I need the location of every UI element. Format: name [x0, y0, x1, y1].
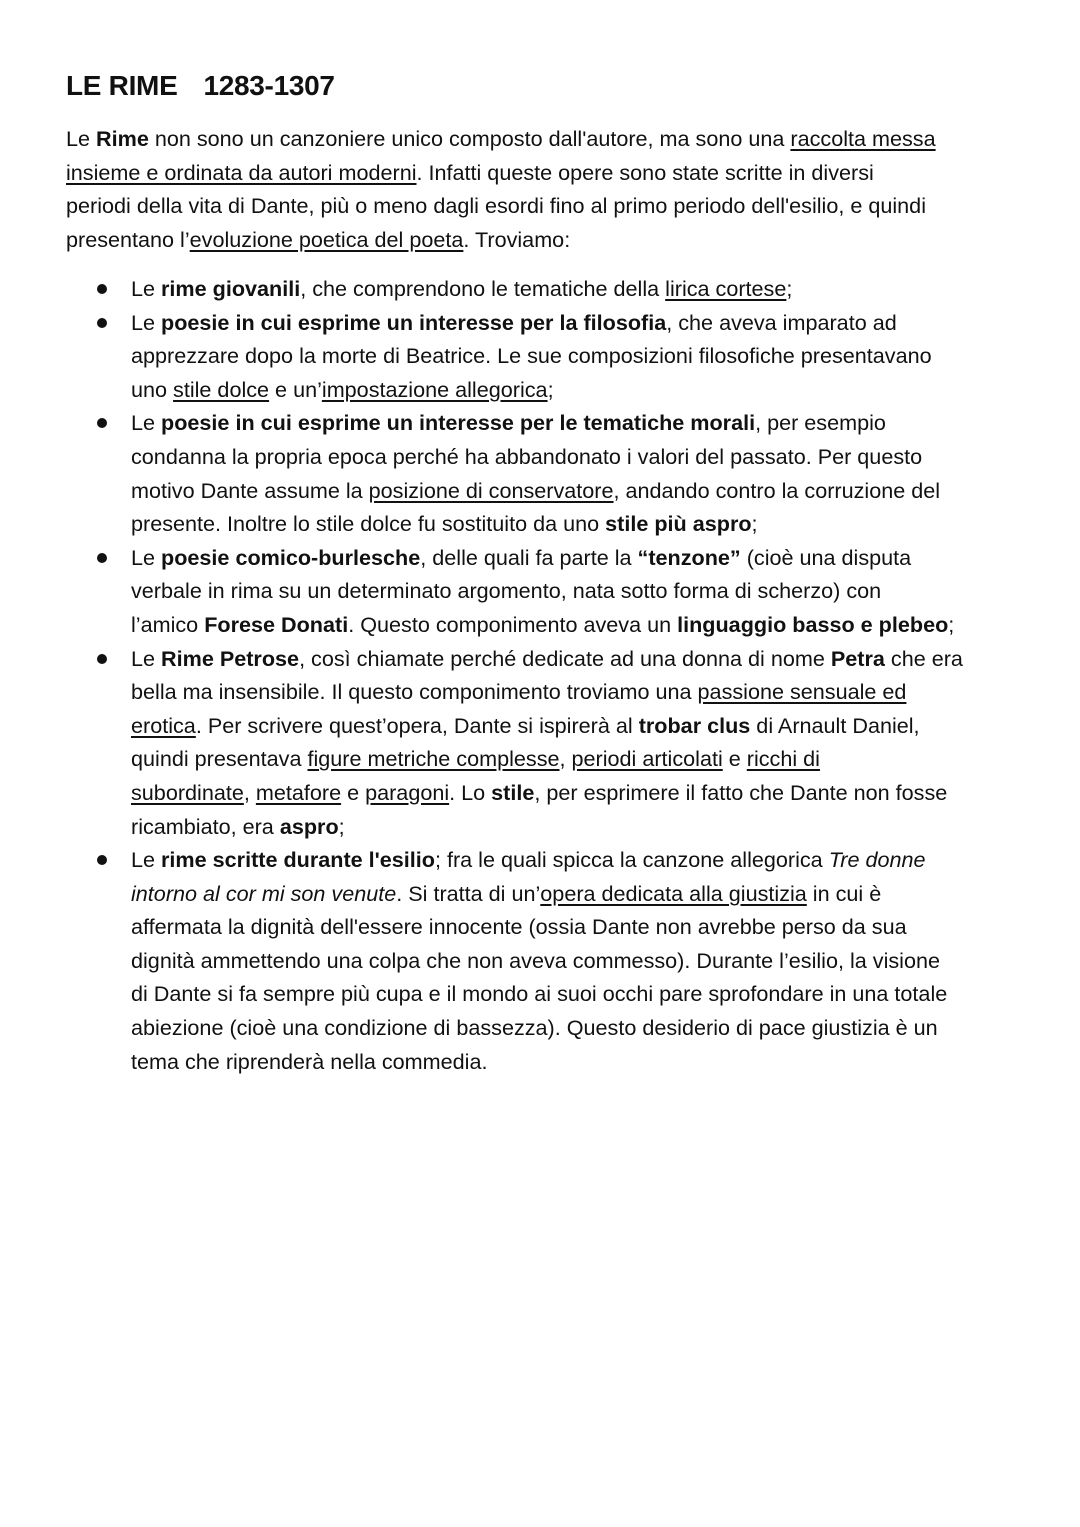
title-dates: 1283-1307	[203, 70, 335, 101]
title-main: LE RIME	[66, 70, 178, 101]
bullet-icon	[97, 553, 107, 563]
bullet-icon	[97, 855, 107, 865]
intro-line: Le Rime non sono un canzoniere unico composto dall'autore, ma sono una raccolta messa	[66, 126, 936, 151]
bullet-icon	[97, 284, 107, 294]
intro-line: insieme e ordinata da autori moderni. Infatti queste opere sono state scritte in diversi	[66, 159, 874, 185]
rime-list	[0, 272, 963, 1078]
list-item: Le rime giovanili, che comprendono le tematiche della lirica cortese;	[0, 272, 963, 306]
bullet-icon	[97, 418, 107, 428]
list-item: Le poesie comico-burlesche, delle quali fa parte la “tenzone” (cioè una disputa verbale in rima su un determinato argomento, nata sotto forma di scherzo) con l’amico Forese Donati. Questo componimento aveva un linguaggio basso e plebeo;	[0, 541, 963, 642]
list-item: Le rime scritte durante l'esilio; fra le quali spicca la canzone allegorica Tre donne intorno al cor mi son venute. Si tratta di un’opera dedicata alla giustizia in cui è affermata la dignità dell'essere innocente (ossia Dante non avrebbe perso da sua dignità ammettendo una colpa che non aveva commesso). Durante l’esilio, la visione di Dante si fa sempre più cupa e il mondo ai suoi occhi pare sprofondare in una totale abiezione (cioè una condizione di bassezza). Questo desiderio di pace giustizia è un tema che riprenderà nella commedia.	[0, 843, 963, 1078]
list-item: Le poesie in cui esprime un interesse per la filosofia, che aveva imparato ad apprezzare dopo la morte di Beatrice. Le sue composizioni filosofiche presentavano uno stile dolce e un’impostazione allegorica;	[0, 306, 963, 407]
list-item: Le Rime Petrose, così chiamate perché dedicate ad una donna di nome Petra che era bella ma insensibile. Il questo componimento troviamo una passione sensuale ed erotica. Per scrivere quest’opera, Dante si ispirerà al trobar clus di Arnault Daniel, quindi presentava figure metriche complesse, periodi articolati e ricchi di subordinate, metafore e paragoni. Lo stile, per esprimere il fatto che Dante non fosse ricambiato, era aspro;	[0, 642, 963, 844]
bullet-icon	[97, 318, 107, 328]
intro-line: periodi della vita di Dante, più o meno dagli esordi fino al primo periodo dell'esilio, e quindi	[66, 193, 926, 219]
bullet-icon	[97, 654, 107, 664]
intro-paragraph	[66, 122, 1026, 256]
intro-line: presentano l’evoluzione poetica del poeta. Troviamo:	[66, 226, 571, 252]
list-item: Le poesie in cui esprime un interesse per le tematiche morali, per esempio condanna la propria epoca perché ha abbandonato i valori del passato. Per questo motivo Dante assume la posizione di conservatore, andando contro la corruzione del presente. Inoltre lo stile dolce fu sostituito da uno stile più aspro;	[0, 406, 963, 540]
page-title	[66, 66, 335, 106]
